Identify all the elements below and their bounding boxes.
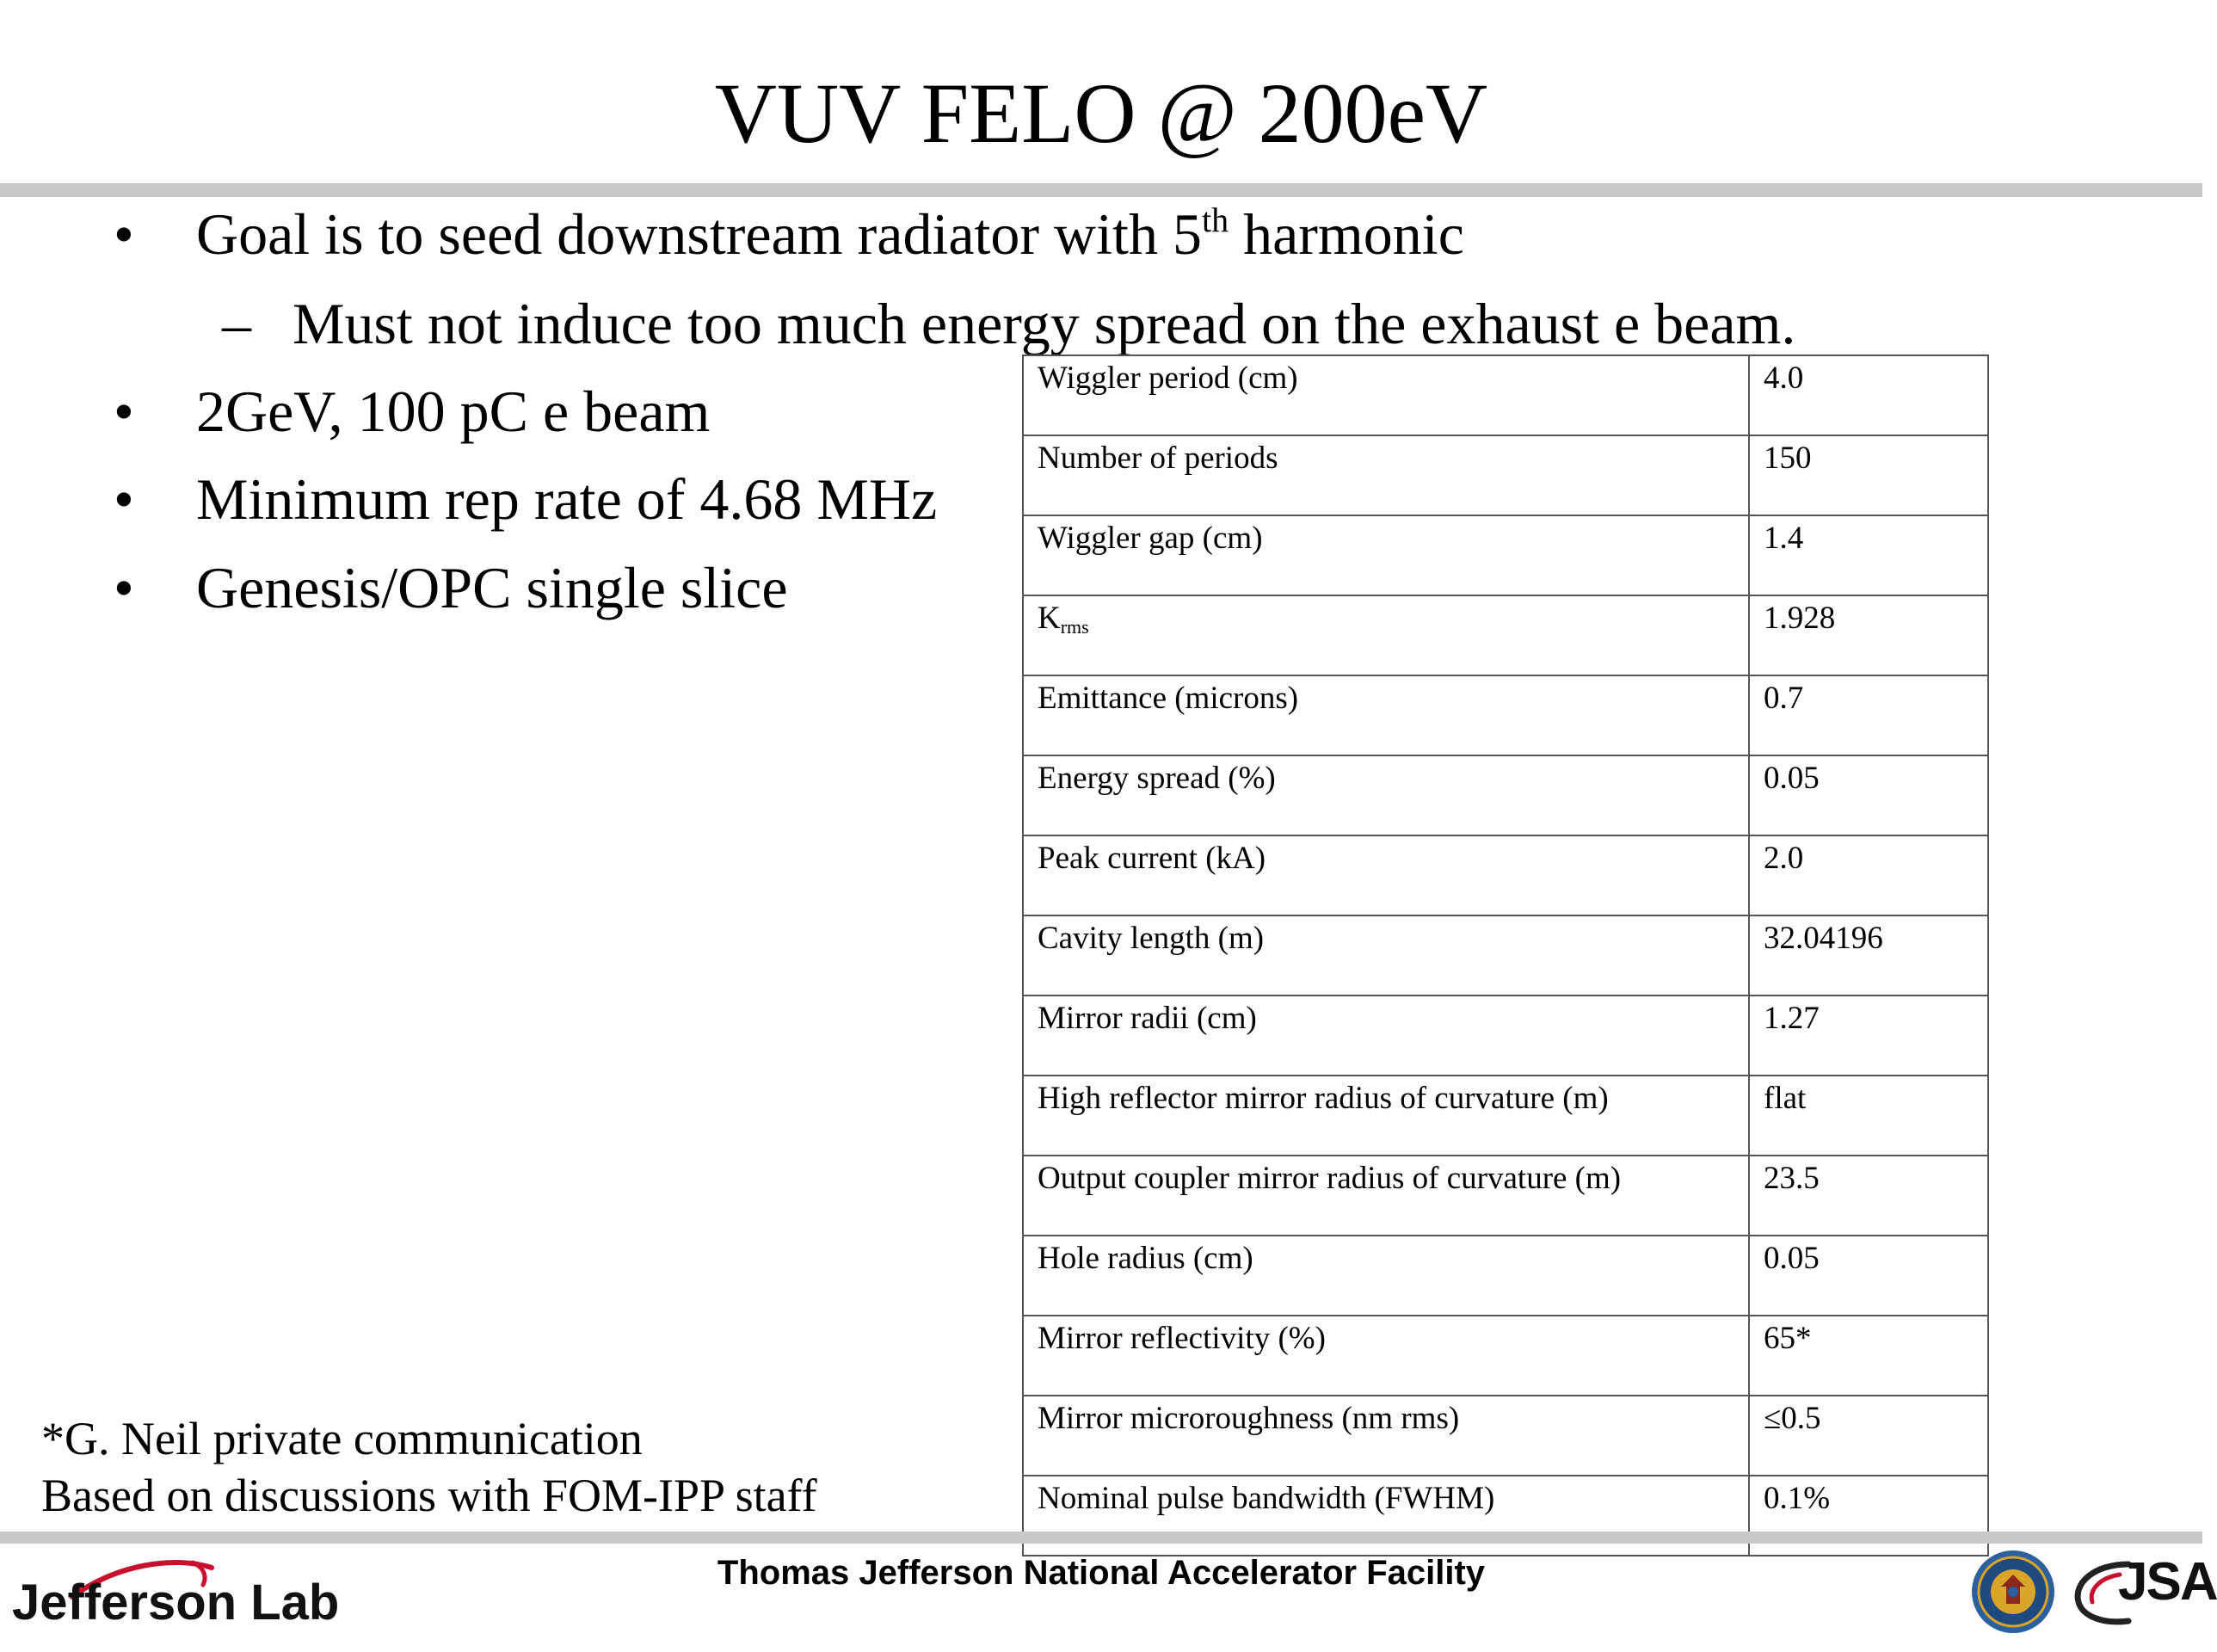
param-value: flat: [1749, 1076, 1988, 1156]
param-value: 1.27: [1749, 996, 1988, 1076]
title-divider: [0, 183, 2202, 197]
param-label: Number of periods: [1023, 435, 1749, 515]
param-label: Mirror microroughness (nm rms): [1023, 1396, 1749, 1476]
param-value: 1.928: [1749, 595, 1988, 675]
param-value: 65*: [1749, 1316, 1988, 1396]
bullet-mark: •: [114, 201, 134, 267]
table-row: [1023, 355, 1988, 435]
param-label: Wiggler period (cm): [1023, 355, 1749, 435]
jsa-logo-text: JSA: [2118, 1552, 2217, 1612]
footnote-discussions: Based on discussions with FOM-IPP staff: [41, 1470, 817, 1521]
table-row: [1023, 1156, 1988, 1236]
parameters-table: [1022, 354, 1989, 1556]
param-label: Emittance (microns): [1023, 675, 1749, 755]
jsa-logo: [2068, 1549, 2217, 1635]
param-label: Cavity length (m): [1023, 915, 1749, 996]
param-value: 0.7: [1749, 675, 1988, 755]
param-value: 2.0: [1749, 835, 1988, 915]
param-label: Mirror reflectivity (%): [1023, 1316, 1749, 1396]
bullet-superscript: th: [1201, 200, 1229, 239]
param-label: Output coupler mirror radius of curvature (m): [1023, 1156, 1749, 1236]
table-row: [1023, 915, 1988, 996]
param-value: 23.5: [1749, 1156, 1988, 1236]
footnote-private-communication: *G. Neil private communication: [41, 1413, 643, 1464]
table-row: [1023, 435, 1988, 515]
sub-bullet-mark: –: [222, 291, 251, 356]
param-label: Nominal pulse bandwidth (FWHM): [1023, 1476, 1749, 1556]
doe-seal-icon: [1970, 1549, 2056, 1635]
facility-name: Thomas Jefferson National Accelerator Facility: [717, 1554, 1486, 1592]
param-label: High reflector mirror radius of curvature (m): [1023, 1076, 1749, 1156]
bullet-text-start: Goal is to seed downstream radiator with 5: [196, 201, 1202, 267]
param-value: 0.05: [1749, 1236, 1988, 1316]
table-row: [1023, 595, 1988, 675]
bullet-text-end: harmonic: [1229, 201, 1464, 267]
param-label: Wiggler gap (cm): [1023, 515, 1749, 595]
table-row: [1023, 1316, 1988, 1396]
table-row: [1023, 1236, 1988, 1316]
bullet-mark: •: [114, 466, 134, 532]
param-label-subscript: rms: [1060, 616, 1089, 638]
param-value: 4.0: [1749, 355, 1988, 435]
param-label: [1023, 595, 1749, 675]
param-value: 150: [1749, 435, 1988, 515]
param-label: Energy spread (%): [1023, 755, 1749, 835]
param-value: 0.1%: [1749, 1476, 1988, 1556]
jlab-logo-text: Jefferson Lab: [12, 1575, 340, 1630]
table-row: [1023, 675, 1988, 755]
param-label: Mirror radii (cm): [1023, 996, 1749, 1076]
table-row: [1023, 755, 1988, 835]
slide-title: VUV FELO @ 200eV: [714, 65, 1488, 161]
table-row: [1023, 835, 1988, 915]
param-label-main: K: [1038, 601, 1061, 636]
table-row: [1023, 1076, 1988, 1156]
table-row: [1023, 1476, 1988, 1556]
param-value: 32.04196: [1749, 915, 1988, 996]
param-value: 0.05: [1749, 755, 1988, 835]
bullet-text: Minimum rep rate of 4.68 MHz: [196, 466, 938, 532]
param-value: 1.4: [1749, 515, 1988, 595]
param-label: Peak current (kA): [1023, 835, 1749, 915]
sub-bullet-text: Must not induce too much energy spread on the exhaust e beam.: [293, 291, 1796, 356]
table-row: [1023, 996, 1988, 1076]
bullet-text: Genesis/OPC single slice: [196, 555, 788, 620]
bullet-mark: •: [114, 379, 134, 444]
table-row: [1023, 1396, 1988, 1476]
footer-divider: [0, 1532, 2202, 1544]
param-value: ≤0.5: [1749, 1396, 1988, 1476]
bullet-mark: •: [114, 555, 134, 620]
bullet-text: 2GeV, 100 pC e beam: [196, 379, 711, 444]
table-row: [1023, 515, 1988, 595]
param-label: Hole radius (cm): [1023, 1236, 1749, 1316]
bullet-text: [196, 200, 1464, 268]
